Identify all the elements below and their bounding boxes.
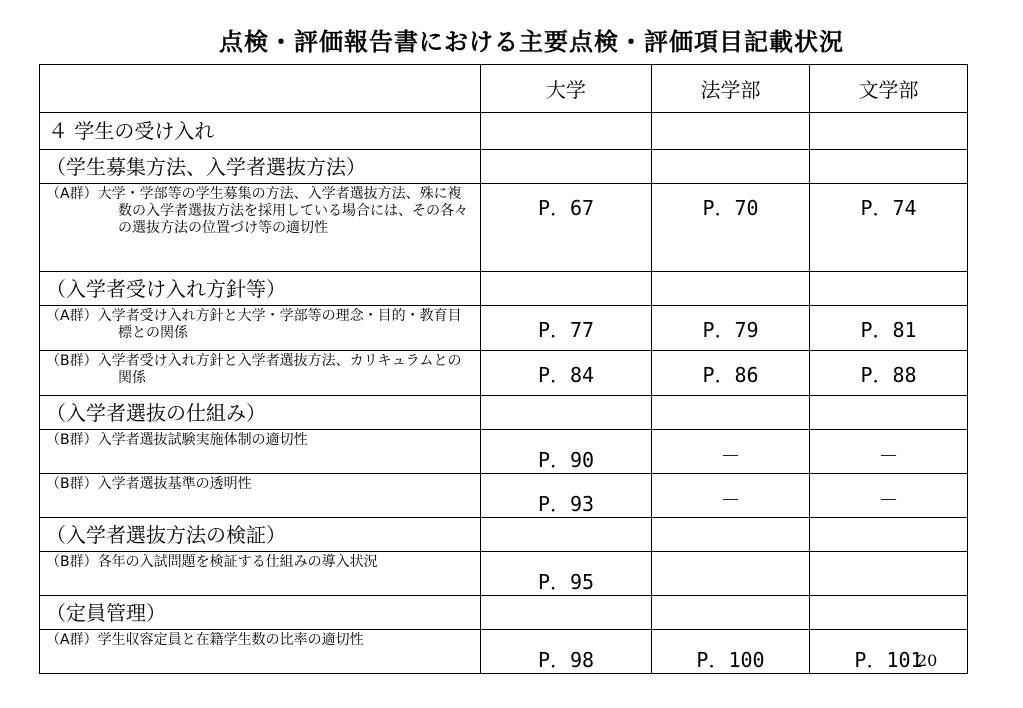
header-univ: 大学 [481, 65, 652, 113]
univ-page: P．84 [537, 363, 595, 387]
univ-page: P．90 [537, 448, 595, 472]
law-page: － [720, 444, 741, 468]
law-page: P．86 [702, 363, 759, 387]
section-row [40, 113, 968, 150]
group-label: （入学者選抜の仕組み） [46, 401, 266, 425]
header-item-cell [40, 65, 481, 113]
item-text: （B群）入学者選抜基準の透明性 [46, 476, 252, 492]
item-text: （A群）大学・学部等の学生募集の方法、入学者選抜方法、殊に複数の入学者選抜方法を採用している場合には、その各々の選抜方法の位置づけ等の適切性 [46, 186, 468, 236]
lit-page: P．88 [860, 363, 917, 387]
item-text: （A群）学生収容定員と在籍学生数の比率の適切性 [46, 632, 364, 648]
lit-page: － [878, 444, 899, 468]
law-page: － [720, 488, 741, 512]
univ-page: P．93 [537, 492, 595, 516]
univ-page: P．95 [537, 570, 595, 594]
group-label: （定員管理） [46, 601, 166, 625]
group-label: （入学者受け入れ方針等） [46, 277, 286, 301]
lit-page: P．74 [860, 196, 917, 220]
table-row [40, 430, 968, 474]
law-page: P．70 [702, 196, 759, 220]
law-page: P．100 [696, 648, 765, 672]
item-text: （A群）入学者受け入れ方針と大学・学部等の理念・目的・教育目標との関係 [46, 308, 462, 341]
group-row [40, 396, 968, 430]
univ-page: P．67 [537, 196, 595, 220]
group-row [40, 518, 968, 552]
slide-number: 20 [917, 651, 938, 670]
table-row [40, 184, 968, 272]
item-text: （B群）各年の入試問題を検証する仕組みの導入状況 [46, 554, 378, 570]
group-label: （入学者選抜方法の検証） [46, 523, 286, 547]
item-text: （B群）入学者受け入れ方針と入学者選抜方法、カリキュラムとの関係 [46, 353, 462, 386]
inspection-table [39, 64, 968, 674]
header-lit: 文学部 [810, 65, 968, 113]
header-row [40, 65, 968, 113]
lit-page: P．101 [854, 648, 923, 672]
section-label: ４ 学生の受け入れ [48, 119, 215, 143]
law-page: P．79 [702, 318, 759, 342]
item-text: （B群）入学者選抜試験実施体制の適切性 [46, 432, 308, 448]
univ-page: P．77 [537, 318, 595, 342]
table-row [40, 552, 968, 596]
lit-page: － [878, 488, 899, 512]
table-row [40, 306, 968, 351]
group-row [40, 150, 968, 184]
group-row [40, 596, 968, 630]
lit-page [810, 552, 967, 566]
table-row [40, 351, 968, 396]
group-row [40, 272, 968, 306]
law-page [652, 552, 809, 566]
page-title: 点検・評価報告書における主要点検・評価項目記載状況 [219, 28, 844, 56]
section-cell [40, 113, 481, 150]
header-law: 法学部 [652, 65, 810, 113]
group-label: （学生募集方法、入学者選抜方法） [46, 155, 366, 179]
lit-page: P．81 [860, 318, 917, 342]
univ-page: P．98 [537, 648, 595, 672]
table-row [40, 630, 968, 674]
table-row [40, 474, 968, 518]
